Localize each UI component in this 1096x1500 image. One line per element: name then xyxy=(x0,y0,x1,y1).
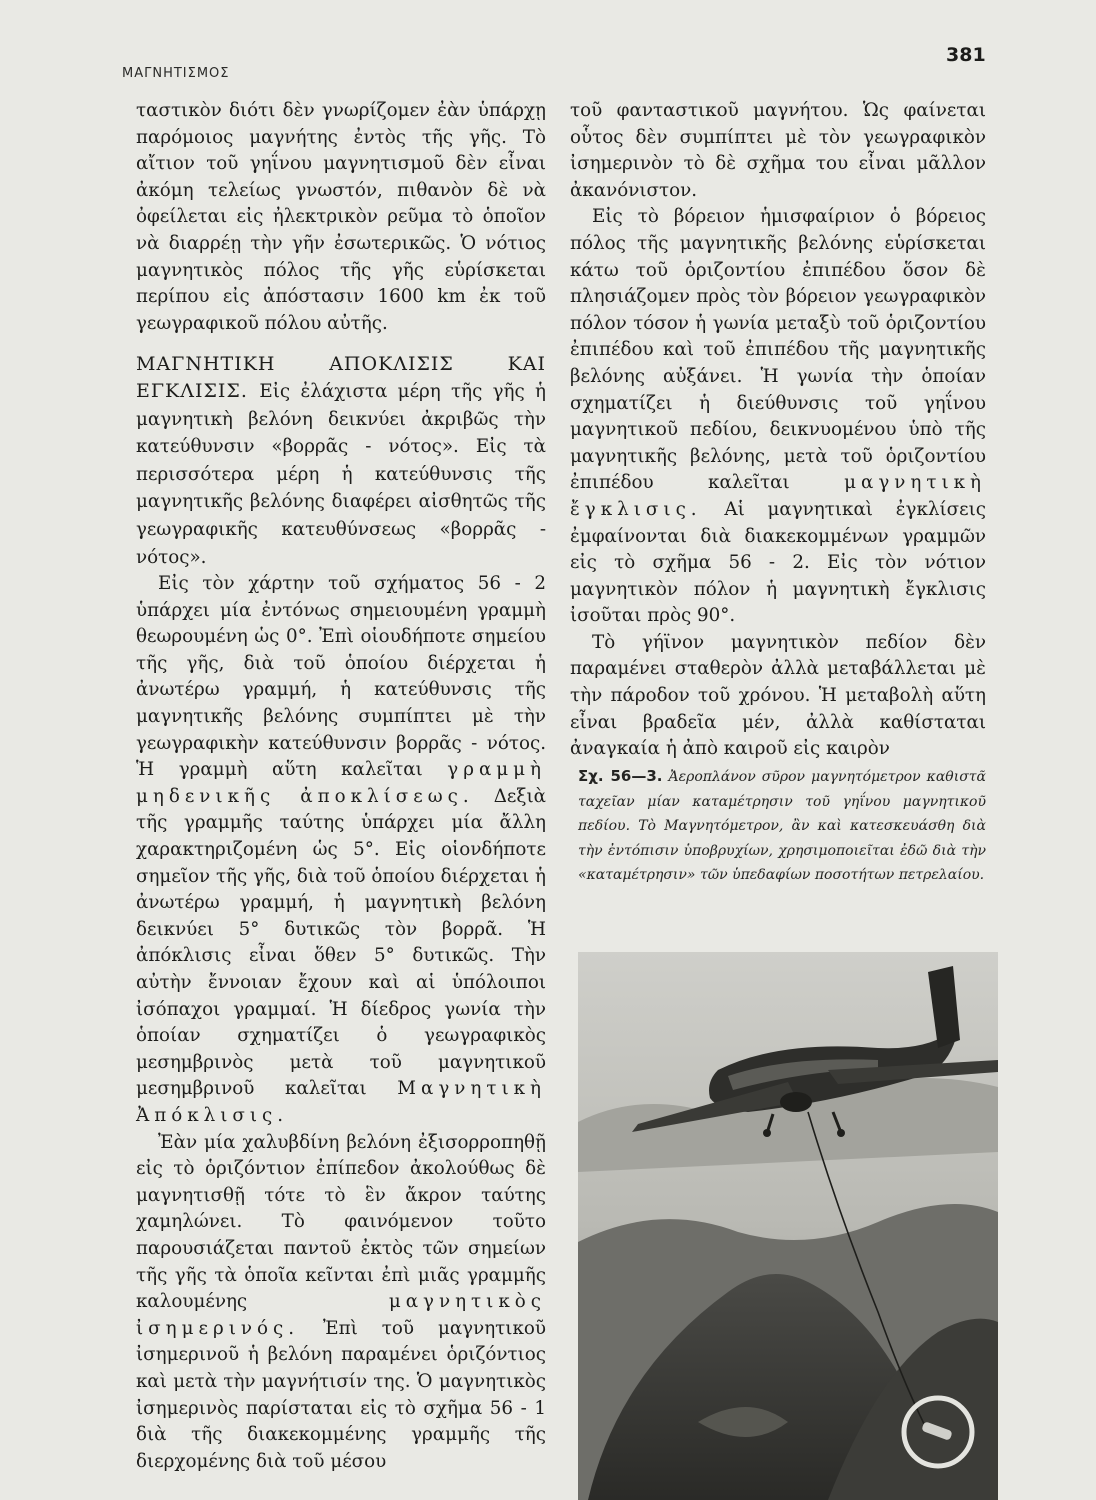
paragraph xyxy=(136,1130,546,1476)
term-spaced: μαγνητικὸς ἰσημερινός. xyxy=(136,1291,546,1339)
paragraph xyxy=(570,204,986,630)
paragraph-text: Αἱ μαγνητικαὶ ἐγκλίσεις ἐμφαίνονται διὰ διακεκομμένων γραμμῶν εἰς τὸ σχῆμα 56 - 2. Εἰς τὸν νότιον μαγνητικὸν πόλον ἡ μαγνητικὴ ἔγκλισις ἰσοῦται πρὸς 90°. xyxy=(570,498,986,627)
running-head: ΜΑΓΝΗΤΙΣΜΟΣ xyxy=(122,66,230,81)
paragraph-text: Εἰς τὸ βόρειον ἡμισφαίριον ὁ βόρειος πόλος τῆς μαγνητικῆς βελόνης εὑρίσκεται κάτω τοῦ ὁριζοντίου ἐπιπέδου ὅσον δὲ πλησιάζομεν πρὸς τὸν βόρειον γεωγραφικὸν πόλον τόσον ἡ γωνία μεταξὺ τοῦ ὁριζοντίου ἐπιπέδου καὶ τοῦ ἐπιπέδου τῆς μαγνητικῆς βελόνης αὐξάνει. Ἡ γωνία τὴν ὁποίαν σχηματίζει ἡ διεύθυνσις τοῦ γηΐνου μαγνητικοῦ πεδίου, δεικνυομένου ὑπὸ τῆς μαγνητικῆς βελόνης, μετὰ τοῦ ὁριζοντίου ἐπιπέδου καλεῖται xyxy=(570,206,986,494)
figure-label: Σχ. 56—3. xyxy=(578,767,663,785)
section-heading xyxy=(136,351,546,571)
airplane-photo-image xyxy=(578,952,998,1500)
term-spaced: μαγνητικὴ ἔγκλισις. xyxy=(570,472,986,520)
paragraph: ταστικὸν διότι δὲν γνωρίζομεν ἐὰν ὑπάρχῃ παρόμοιος μαγνήτης ἐντὸς τῆς γῆς. Τὸ αἴτιον τοῦ γηΐνου μαγνητισμοῦ δὲν εἶναι ἀκόμη τελείως γνωστόν, πιθανὸν δὲ νὰ ὀφείλεται εἰς ἠλεκτρικὸν ρεῦμα τὸ ὁποῖον νὰ διαρρέῃ τὴν γῆν ἐσωτερικῶς. Ὁ νότιος μαγνητικὸς πόλος τῆς γῆς εὑρίσκεται περίπου εἰς ἀπόστασιν 1600 km ἐκ τοῦ γεωγραφικοῦ πόλου αὐτῆς. xyxy=(136,100,546,334)
term-spaced: γραμμὴ μηδενικῆς ἀποκλίσεως. xyxy=(136,759,546,807)
page-number: 381 xyxy=(946,44,986,66)
paragraph xyxy=(136,571,546,1129)
paragraph-text: Ἐπὶ τοῦ μαγνητικοῦ ἰσημερινοῦ ἡ βελόνη παραμένει ὁριζόντιος καὶ μετὰ τὴν μαγνήτισίν της. Ὁ μαγνητικὸς ἰσημερινὸς παρίσταται εἰς τὸ σχῆμα 56 - 1 διὰ τῆς διακεκομμένης γραμμῆς τῆς διερχομένης διὰ τοῦ μέσου xyxy=(136,1317,546,1472)
paragraph-text: Ἐὰν μία χαλυβδίνη βελόνη ἐξισορροπηθῇ εἰς τὸ ὁριζόντιον ἐπίπεδον ἀκολούθως δὲ μαγνητισθῇ τότε τὸ ἓν ἄκρον ταύτης χαμηλώνει. Τὸ φαινόμενον τοῦτο παρουσιάζεται παντοῦ ἐκτὸς τῶν σημείων τῆς γῆς τὰ ὁποῖα κεῖνται ἐπὶ μιᾶς γραμμῆς καλουμένης xyxy=(136,1131,546,1313)
section-heading-title: ΜΑΓΝΗΤΙΚΗ ΑΠΟΚΛΙΣΙΣ ΚΑΙ ΕΓΚΛΙΣΙΣ. xyxy=(136,353,546,402)
paragraph: τοῦ φανταστικοῦ μαγνήτου. Ὡς φαίνεται οὗτος δὲν συμπίπτει μὲ τὸν γεωγραφικὸν ἰσημερινὸν τὸ δὲ σχῆμα του εἶναι μᾶλλον ἀκανόνιστον. xyxy=(570,100,986,201)
paragraph-text: Δεξιὰ τῆς γραμμῆς ταύτης ὑπάρχει μία ἄλλη χαρακτηριζομένη ὡς 5°. Εἰς οἱονδήποτε σημεῖον τῆς γῆς, διὰ τοῦ ὁποίου διέρχεται ἡ ἀνωτέρω γραμμή, ἡ μαγνητικὴ βελόνη δεικνύει 5° δυτικῶς τὸν βορρᾶ. Ἡ ἀπόκλισις εἶναι ὅθεν 5° δυτικῶς. Τὴν αὐτὴν ἔννοιαν ἔχουν καὶ αἱ ὑπόλοιποι ἰσόπαχοι γραμμαί. Ἡ δίεδρος γωνία τὴν ὁποίαν σχηματίζει ὁ γεωγραφικὸς μεσημβρινὸς μετὰ τοῦ μαγνητικοῦ μεσημβρινοῦ καλεῖται xyxy=(136,785,546,1100)
figure-caption-text: Ἀεροπλάνον σῦρον μαγνητόμετρον καθιστᾶ ταχεῖαν μίαν καταμέτρησιν τοῦ γηΐνου μαγνητικοῦ πεδίου. Τὸ Μαγνητόμετρον, ἂν καὶ κατεσκευάσθη διὰ τὴν ἐντόπισιν ὑποβρυχίων, χρησιμοποιεῖται ἐδῶ διὰ τὴν «καταμέτρησιν» τῶν ὑπεδαφίων ποσοτήτων πετρελαίου. xyxy=(578,769,986,884)
figure-photo xyxy=(578,952,998,1500)
term-spaced: Μαγνητικὴ Ἀπόκλισις. xyxy=(136,1078,546,1126)
figure-caption xyxy=(578,764,986,888)
paragraph: Τὸ γήϊνον μαγνητικὸν πεδίον δὲν παραμένει σταθερὸν ἀλλὰ μεταβάλλεται μὲ τὴν πάροδον τοῦ χρόνου. Ἡ μεταβολὴ αὕτη εἶναι βραδεῖα μέν, ἀλλὰ καθίσταται ἀναγκαία ἡ ἀπὸ καιροῦ εἰς καιρὸν xyxy=(570,631,986,760)
section-heading-text: Εἰς ἐλάχιστα μέρη τῆς γῆς ἡ μαγνητικὴ βελόνη δεικνύει ἀκριβῶς τὴν κατεύθυνσιν «βορρᾶς - νότος». Εἰς τὰ περισσότερα μέρη ἡ κατεύθυνσις τῆς μαγνητικῆς βελόνης διαφέρει αἰσθητῶς τῆς γεωγραφικῆς κατευθύνσεως «βορρᾶς - νότος». xyxy=(136,380,546,568)
left-column xyxy=(136,98,546,1475)
engine xyxy=(780,1092,812,1112)
paragraph-text: Εἰς τὸν χάρτην τοῦ σχήματος 56 - 2 ὑπάρχει μία ἐντόνως σημειουμένη γραμμὴ θεωρουμένη ὡς 0°. Ἐπὶ οἱουδήποτε σημείου τῆς γῆς, διὰ τοῦ ὁποίου διέρχεται ἡ ἀνωτέρω γραμμή, ἡ κατεύθυνσις τῆς μαγνητικῆς βελόνης συμπίπτει μὲ τὴν γεωγραφικὴν κατεύθυνσιν βορρᾶς - νότος. Ἡ γραμμὴ αὕτη καλεῖται xyxy=(136,573,546,781)
right-column xyxy=(570,98,986,763)
